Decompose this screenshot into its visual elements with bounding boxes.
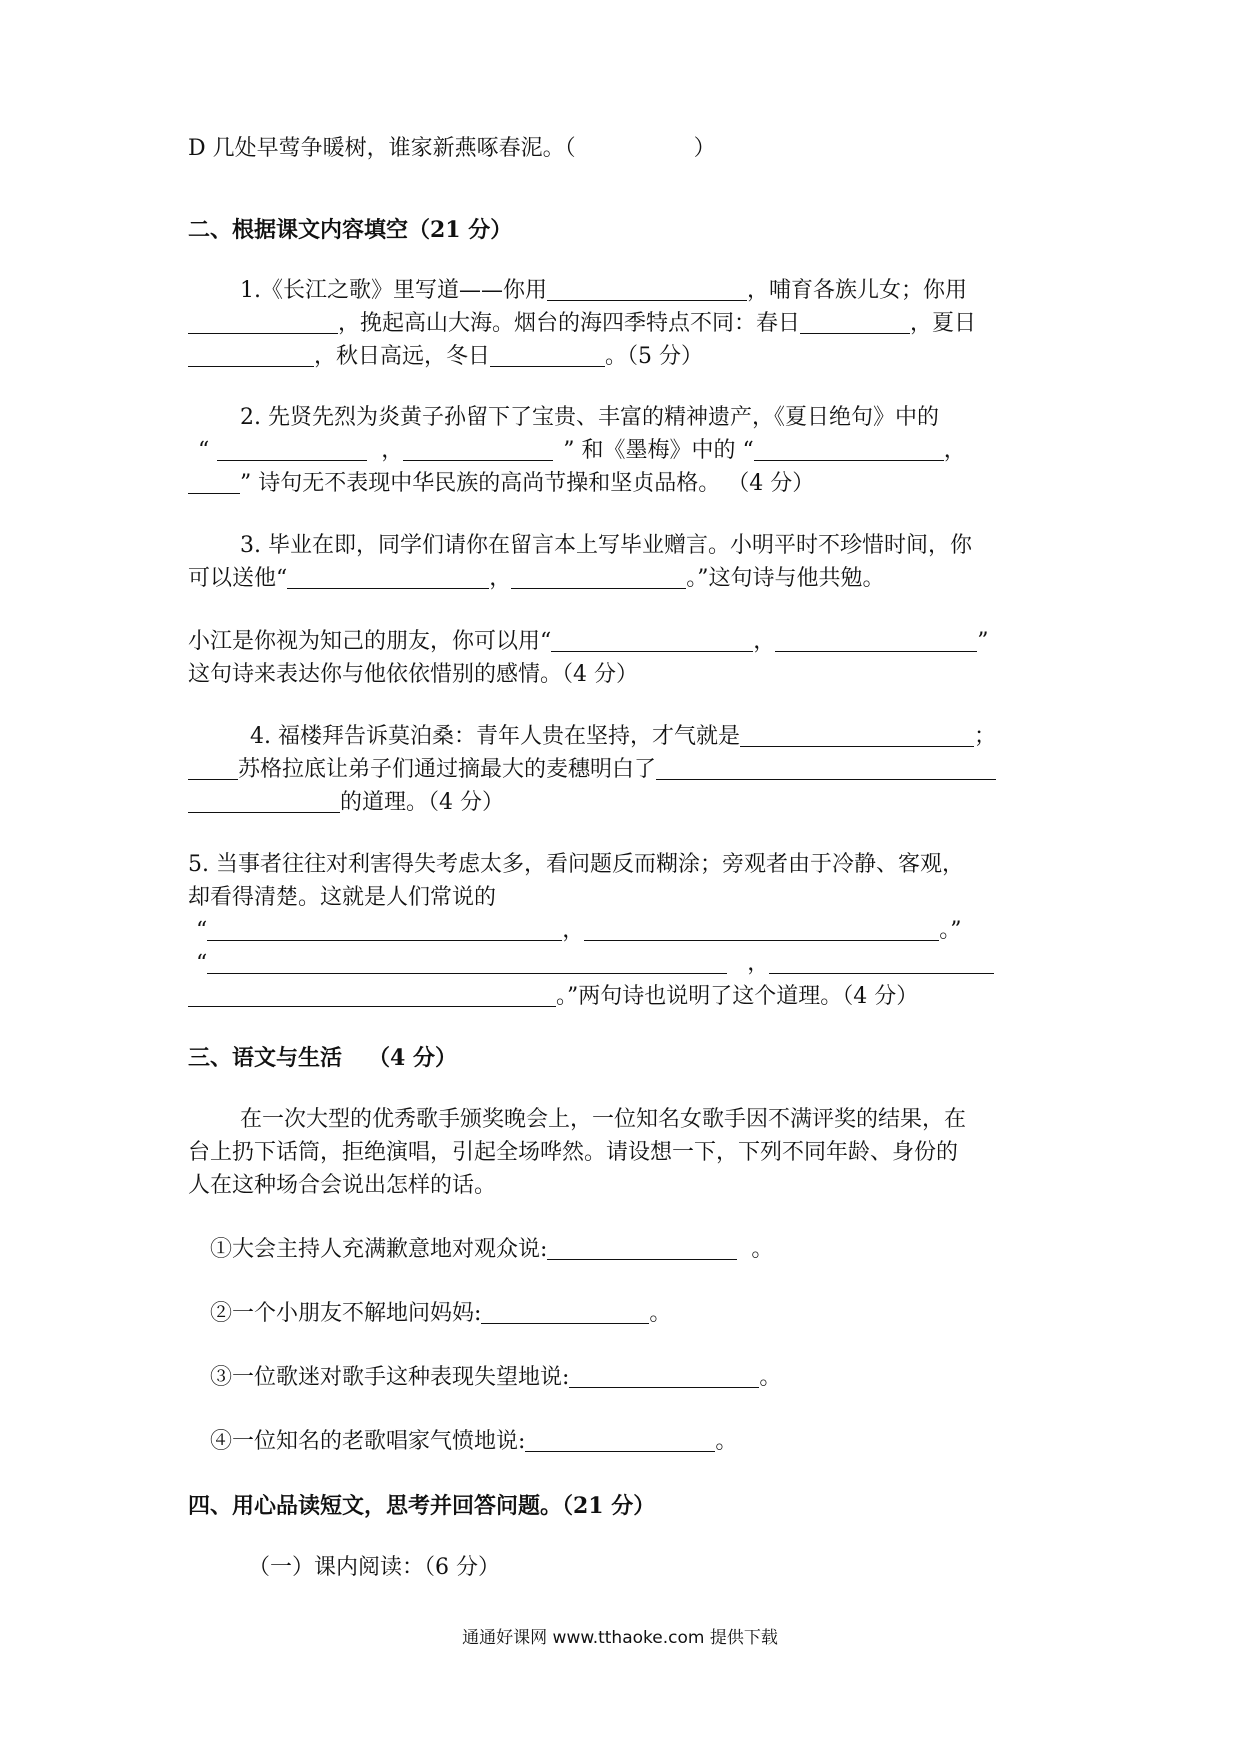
blank[interactable] xyxy=(769,951,994,974)
item-4-line-3: 的道理。（4 分） xyxy=(188,787,504,819)
item-1-line-2: ，挽起高山大海。烟台的海四季特点不同：春日 ，夏日 xyxy=(188,308,976,340)
item-5-line-3: “ ， 。” xyxy=(196,918,962,943)
section-3-paragraph-line-2: 台上扔下话筒，拒绝演唱，引起全场哗然。请设想一下，下列不同年龄、身份的 xyxy=(188,1140,959,1165)
blank[interactable] xyxy=(754,438,944,461)
item-5-line-1: 5. 当事者往往对利害得失考虑太多，看问题反而糊涂；旁观者由于冷静、客观， xyxy=(188,852,964,877)
blank[interactable] xyxy=(403,438,553,461)
blank[interactable] xyxy=(188,344,314,367)
blank[interactable] xyxy=(490,344,605,367)
item-1-line-1: 1.《长江之歌》里写道——你用 ，哺育各族儿女；你用 xyxy=(240,278,968,303)
scenario-2: ②一个小朋友不解地问妈妈: 。 xyxy=(210,1301,672,1326)
blank[interactable] xyxy=(584,918,939,941)
item-4-line-2: 苏格拉底让弟子们通过摘最大的麦穗明白了 xyxy=(188,754,996,786)
blank[interactable] xyxy=(740,724,974,747)
section-3-paragraph-line-1: 在一次大型的优秀歌手颁奖晚会上，一位知名女歌手因不满评奖的结果，在 xyxy=(240,1107,967,1132)
item-3-line-2: 可以送他“ ， 。”这句诗与他共勉。 xyxy=(188,566,885,591)
scenario-4: ④一位知名的老歌唱家气愤地说: 。 xyxy=(210,1429,738,1454)
blank[interactable] xyxy=(525,1429,715,1452)
section-3-title: 三、语文与生活 （4 分） xyxy=(188,1045,457,1071)
blank[interactable] xyxy=(188,471,240,494)
blank[interactable] xyxy=(207,951,727,974)
blank[interactable] xyxy=(188,311,338,334)
blank[interactable] xyxy=(287,566,489,589)
blank[interactable] xyxy=(188,757,238,780)
blank[interactable] xyxy=(569,1365,759,1388)
item-3-line-3: 小江是你视为知己的朋友，你可以用“ ， ” xyxy=(188,629,989,654)
blank[interactable] xyxy=(511,566,686,589)
blank[interactable] xyxy=(547,1237,737,1260)
blank[interactable] xyxy=(551,629,753,652)
item-4-line-1: 4. 福楼拜告诉莫泊桑：青年人贵在坚持，才气就是 ； xyxy=(250,724,997,749)
item-2-line-1: 2. 先贤先烈为炎黄子孙留下了宝贵、丰富的精神遗产，《夏日绝句》中的 xyxy=(240,405,939,430)
blank[interactable] xyxy=(775,629,977,652)
section-4-title: 四、用心品读短文，思考并回答问题。（21 分） xyxy=(188,1493,656,1519)
item-2-line-2: “ ， ” 和《墨梅》中的 “ ， xyxy=(198,438,966,463)
blank[interactable] xyxy=(217,438,367,461)
question-line-d: D 几处早莺争暖树，谁家新燕啄春泥。（ ） xyxy=(188,136,716,161)
item-1-line-3: ，秋日高远，冬日 。（5 分） xyxy=(188,341,703,373)
scenario-3: ③一位歌迷对歌手这种表现失望地说: 。 xyxy=(210,1365,782,1390)
blank[interactable] xyxy=(800,311,910,334)
item-3-line-4: 这句诗来表达你与他依依惜别的感情。（4 分） xyxy=(188,662,638,687)
item-5-line-5: 。”两句诗也说明了这个道理。（4 分） xyxy=(188,981,918,1013)
blank[interactable] xyxy=(656,757,996,780)
blank[interactable] xyxy=(547,278,747,301)
section-4-subtitle: （一）课内阅读：（6 分） xyxy=(248,1555,500,1580)
page-footer: 通通好课网 www.tthaoke.com 提供下载 xyxy=(462,1628,778,1648)
blank[interactable] xyxy=(188,790,340,813)
blank[interactable] xyxy=(481,1301,649,1324)
blank[interactable] xyxy=(207,918,562,941)
scenario-1: ①大会主持人充满歉意地对观众说: 。 xyxy=(210,1237,774,1262)
blank[interactable] xyxy=(188,984,556,1007)
item-5-line-2: 却看得清楚。这就是人们常说的 xyxy=(188,885,497,910)
item-2-line-3: ” 诗句无不表现中华民族的高尚节操和坚贞品格。 （4 分） xyxy=(188,468,814,500)
item-3-line-1: 3. 毕业在即，同学们请你在留言本上写毕业赠言。小明平时不珍惜时间，你 xyxy=(240,533,972,558)
section-3-paragraph-line-3: 人在这种场合会说出怎样的话。 xyxy=(188,1173,497,1198)
item-5-line-4: “ ， xyxy=(196,948,994,980)
section-2-title: 二、根据课文内容填空（21 分） xyxy=(188,217,513,243)
